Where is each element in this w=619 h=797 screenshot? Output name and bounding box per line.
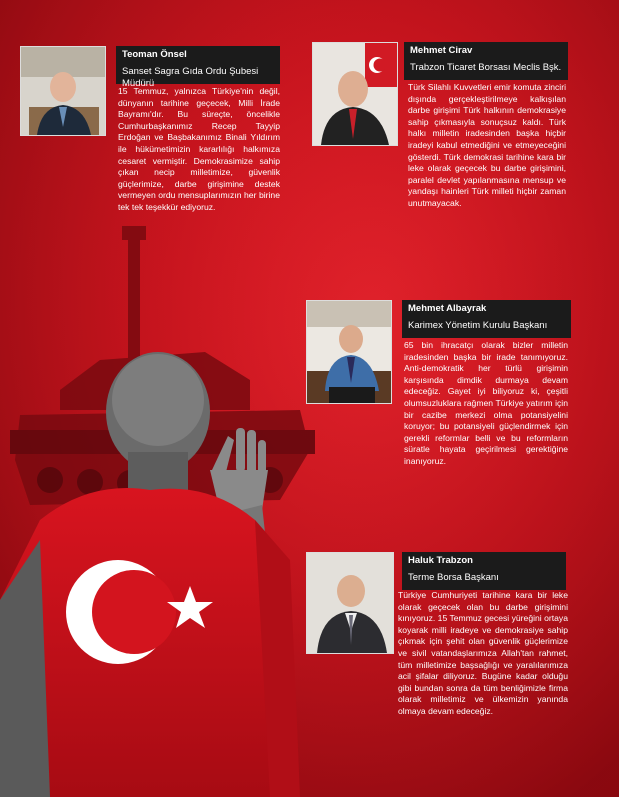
person-name: Mehmet Cirav [410,45,473,56]
person-name: Haluk Trabzon [408,555,473,566]
person-title: Karimex Yönetim Kurulu Başkanı [408,320,548,331]
person-portrait-icon [313,43,397,145]
person-portrait-icon [307,301,391,403]
statement-text: 15 Temmuz, yalnızca Türkiye'nin değil, dünyanın tarihine geçecek, Milli İrade Bayramı'dır. Bu süreçte, öncelikle Cumhurbaşkanımız Recep Tayyip Erdoğan ve Başbakanımız Binali Yıldırım ile hükümetimizin kararlılığı halkımıza cesaret vermiştir. Demokrasimize sahip çıkan necip milletimize, güvenlik güçlerimize, darbe girişimine destek vermeyen ordu mensuplarımızın her birine tek tek teşekkür ediyoruz. [118,86,280,212]
person-portrait-icon [21,47,105,135]
card-haluk-trabzon [306,552,574,742]
portrait-photo [312,42,398,146]
person-name: Mehmet Albayrak [408,303,487,314]
statement-text: 65 bin ihracatçı olarak bizler milletin iradesinden başka bir irade tanımıyoruz. Anti-demokratik her türlü girişimin karşısında dimdik durmaya devam edeceğiz. Gayet iyi biliyoruz ki, çeşitli olumsuzluklara rağmen Türkiye yatırım için bir cazibe merkezi olma potansiyelini koruyor; bu potansiyeli güçlendirmek için gerekli reformlar belli ve bu reformların süratle hayata geçirilmesi gerektiğine inanıyoruz. [404,340,568,466]
person-label-bar [402,552,566,590]
person-title: Sanset Sagra Gıda Ordu Şubesi Müdürü [122,66,259,89]
person-label-bar [404,42,568,80]
person-label-bar [116,46,280,89]
card-mehmet-cirav [312,42,572,242]
portrait-photo [20,46,106,136]
person-title: Terme Borsa Başkanı [408,572,499,583]
portrait-photo [306,300,392,404]
card-mehmet-albayrak [306,300,574,490]
statement-text: Türk Silahlı Kuvvetleri emir komuta zinciri dışında gerçekleştirilmeye kalkışılan darbe girişimi Türk halkının demokrasiye sahip çıkmasıyla sonuçsuz kaldı. Türk halkı milletin iradesinden başka hiçbir iradeyi kabul etmediğini ve etmeyeceğini gösterdi. Türk demokrasi tarihine kara bir leke olarak geçecek bu darbe girişimini, paralel devlet yapılanmasına mensup ve yandaşı hainleri Türk milleti hiçbir zaman unutmayacak. [408,82,566,208]
person-label-bar [402,300,571,338]
statement-text: Türkiye Cumhuriyeti tarihine kara bir leke olarak geçecek olan bu darbe girişimini kınıyoruz. 15 Temmuz gecesi yüreğini ortaya koyarak milli iradeye ve demokrasiye sahip çıkmak için şehit olan güvenlik güçlerimize ve sivil vatandaşlarımıza Allah'tan rahmet, tüm milletimize başsağlığı ve yaralılarımıza acil şifalar diliyoruz. Bugüne kadar olduğu gibi bundan sonra da tüm benliğimizle firma olarak milletimiz ve ülkemizin yanında olmaya devam edeceğiz. [398,590,568,716]
person-name: Teoman Önsel [122,49,187,60]
person-title: Trabzon Ticaret Borsası Meclis Bşk. [410,62,562,73]
card-teoman-onsel [20,46,282,236]
